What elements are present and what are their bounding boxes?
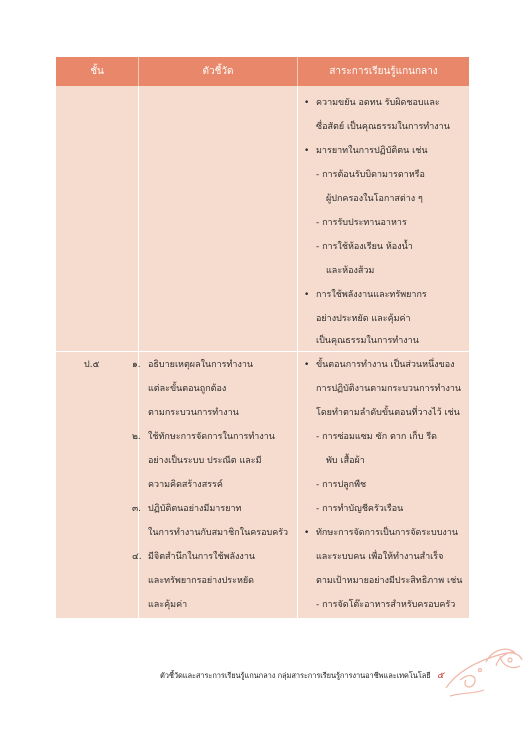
core-line: และห้องส้วม — [326, 266, 375, 276]
core-line: - การใช้ห้องเรียน ห้องน้ำ — [316, 242, 413, 252]
indicator-line: ปฏิบัติตนอย่างมีมารยาท — [148, 504, 242, 514]
core-line: โดยทำตามลำดับขั้นตอนที่วางไว้ เช่น — [316, 408, 460, 418]
header-divider — [297, 57, 298, 86]
indicator-line: และคุ้มค่า — [148, 600, 188, 610]
indicator-number: ๓. — [132, 504, 142, 514]
grade-label: ป.๕ — [84, 360, 100, 370]
row-divider — [56, 351, 469, 352]
bullet-icon: • — [304, 360, 310, 370]
core-line: ผู้ปกครองในโอกาสต่าง ๆ — [326, 194, 423, 204]
header-grade: ชั้น — [90, 66, 104, 77]
header-indicators: ตัวชี้วัด — [202, 66, 234, 77]
indicator-line: ความคิดสร้างสรรค์ — [148, 480, 223, 490]
curriculum-table — [56, 57, 469, 618]
core-line: การใช้พลังงานและทรัพยากร — [316, 290, 427, 300]
indicator-line: มีจิตสำนึกในการใช้พลังงาน — [148, 552, 256, 562]
bullet-icon: • — [304, 98, 310, 108]
core-line: อย่างประหยัด และคุ้มค่า — [316, 314, 411, 324]
page-number: ๕ — [437, 671, 444, 681]
core-line: ขั้นตอนการทำงาน เป็นส่วนหนึ่งของ — [316, 360, 455, 370]
indicator-line: ตามกระบวนการทำงาน — [148, 408, 239, 418]
bullet-icon: • — [304, 290, 310, 300]
indicator-number: ๔. — [132, 552, 142, 562]
core-line: - การทำบัญชีครัวเรือน — [316, 504, 404, 514]
core-line: พับ เสื้อผ้า — [326, 456, 365, 466]
core-line: ตามเป้าหมายอย่างมีประสิทธิภาพ เช่น — [316, 576, 463, 586]
bullet-icon: • — [304, 146, 310, 156]
footer-title: ตัวชี้วัดและสาระการเรียนรู้แกนกลาง กลุ่มสาระการเรียนรู้การงานอาชีพและเทคโนโลยี — [160, 671, 431, 680]
indicator-line: ในการทำงานกับสมาชิกในครอบครัว — [148, 528, 289, 538]
core-line: - การต้อนรับบิดามารดาหรือ — [316, 170, 425, 180]
bullet-icon: • — [304, 528, 310, 538]
header-core-content: สาระการเรียนรู้แกนกลาง — [329, 66, 438, 77]
indicator-number: ๑. — [132, 360, 141, 370]
core-line: - การรับประทานอาหาร — [316, 218, 407, 228]
indicator-line: อย่างเป็นระบบ ประณีต และมี — [148, 456, 262, 466]
core-line: และระบบคน เพื่อให้ทำงานสำเร็จ — [316, 552, 444, 562]
indicator-line: และทรัพยากรอย่างประหยัด — [148, 576, 255, 586]
header-divider — [138, 57, 139, 86]
table-header — [56, 57, 469, 86]
indicator-line: ใช้ทักษะการจัดการในการทำงาน — [148, 432, 275, 442]
core-line: การปฏิบัติงานตามกระบวนการทำงาน — [316, 384, 462, 394]
core-line: - การจัดโต๊ะอาหารสำหรับครอบครัว — [316, 600, 456, 610]
indicator-line: อธิบายเหตุผลในการทำงาน — [148, 360, 254, 370]
core-line: - การซ่อมแซม ซัก ตาก เก็บ รีด — [316, 432, 437, 442]
indicator-number: ๒. — [132, 432, 141, 442]
core-line: ทักษะการจัดการเป็นการจัดระบบงาน — [316, 528, 459, 538]
core-line: มารยาทในการปฏิบัติตน เช่น — [316, 146, 428, 156]
core-line: ซื่อสัตย์ เป็นคุณธรรมในการทำงาน — [316, 122, 450, 132]
floral-ornament-icon — [440, 640, 524, 700]
column-divider — [138, 86, 139, 618]
column-divider — [297, 86, 298, 618]
core-line: เป็นคุณธรรมในการทำงาน — [316, 336, 419, 346]
indicator-line: แต่ละขั้นตอนถูกต้อง — [148, 384, 227, 394]
core-line: - การปลูกพืช — [316, 480, 367, 490]
core-line: ความขยัน อดทน รับผิดชอบและ — [316, 98, 440, 108]
